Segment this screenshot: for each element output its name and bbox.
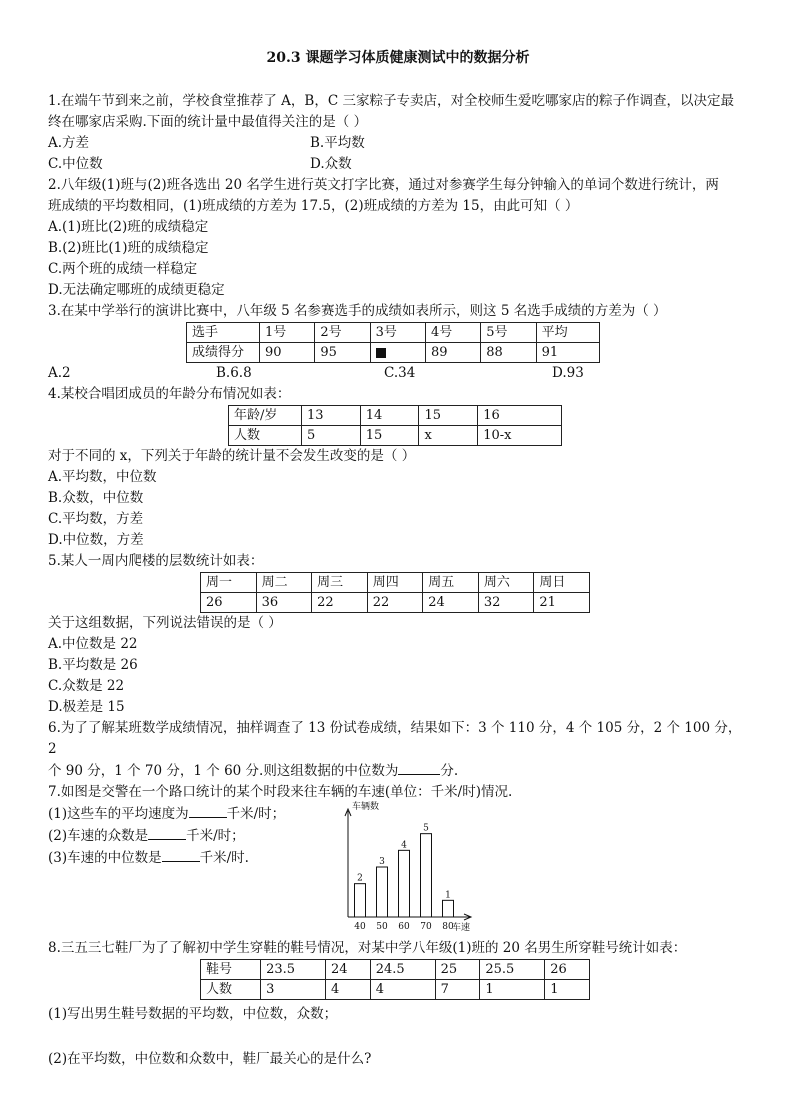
q4-option-d[interactable]: D.中位数，方差 — [48, 532, 144, 548]
q3-option-a[interactable]: A.2 — [48, 365, 71, 381]
q8-sub1: (1)写出男生鞋号数据的平均数，中位数，众数； — [48, 1006, 338, 1022]
table-row — [201, 573, 590, 593]
q7-part-3 — [48, 847, 318, 869]
table-cell: 10-x — [478, 426, 562, 446]
x-tick-label: 60 — [398, 922, 410, 931]
bar-chart-svg — [330, 801, 480, 931]
table-cell: 鞋号 — [201, 960, 261, 980]
question-3 — [48, 301, 748, 384]
bar — [421, 834, 432, 917]
q3-option-d[interactable]: D.93 — [552, 365, 584, 381]
q7-blank-2[interactable] — [148, 825, 186, 840]
page-title: 20.3 课题学习体质健康测试中的数据分析 — [266, 50, 530, 66]
q4-option-c[interactable]: C.平均数，方差 — [48, 511, 144, 527]
q7-part-1-pre: (1)这些车的平均速度为 — [48, 806, 189, 822]
bar — [355, 884, 366, 917]
q5-option-c[interactable]: C.众数是 22 — [48, 678, 125, 694]
question-5 — [48, 551, 748, 718]
table-cell: 24.5 — [370, 960, 435, 980]
bar — [399, 850, 410, 917]
q1-option-b[interactable]: B.平均数 — [310, 135, 365, 151]
table-cell: x — [419, 426, 478, 446]
q7-part-1-post: 千米/时； — [226, 806, 286, 822]
table-cell: 15 — [360, 426, 419, 446]
q4-option-a[interactable]: A.平均数，中位数 — [48, 469, 157, 485]
x-tick-label: 80 — [442, 922, 454, 931]
q8-shoe-table — [200, 959, 590, 1000]
table-cell: 5号 — [481, 323, 536, 343]
table-cell: 24 — [325, 960, 370, 980]
table-row — [187, 343, 600, 363]
q1-stem-line1: 1.在端午节到来之前，学校食堂推荐了 A，B，C 三家粽子专卖店，对全校师生爱吃哪家店的粽子作调查，以决定最 — [48, 93, 734, 109]
x-tick-label: 40 — [354, 922, 366, 931]
table-row — [229, 406, 562, 426]
table-cell: 25 — [435, 960, 480, 980]
q3-stem: 3.在某中学举行的演讲比赛中，八年级 5 名参赛选手的成绩如表所示，则这 5 名选手成绩的方差为（ ） — [48, 303, 667, 319]
q8-stem: 8.三五三七鞋厂为了了解初中学生穿鞋的鞋号情况，对某中学八年级(1)班的 20 名男生所穿鞋号统计如表： — [48, 940, 687, 956]
q3-option-c[interactable]: C.34 — [384, 365, 416, 381]
table-cell: 周日 — [534, 573, 590, 593]
q7-part-2 — [48, 825, 318, 847]
table-cell: 13 — [302, 406, 361, 426]
q7-parts — [48, 803, 318, 938]
question-8 — [48, 938, 748, 1070]
table-cell: 4 — [325, 980, 370, 1000]
table-cell: 周四 — [367, 573, 423, 593]
q1-option-a[interactable]: A.方差 — [48, 135, 90, 151]
q7-blank-1[interactable] — [189, 803, 227, 818]
bar — [443, 900, 454, 917]
question-6 — [48, 718, 748, 782]
worksheet — [48, 48, 748, 1070]
table-row — [201, 593, 590, 613]
table-cell: 周二 — [256, 573, 312, 593]
table-cell: 1 — [545, 980, 590, 1000]
q5-stem: 5.某人一周内爬楼的层数统计如表： — [48, 553, 264, 569]
table-cell: 26 — [545, 960, 590, 980]
q6-answer-blank[interactable] — [398, 760, 440, 775]
q4-option-b[interactable]: B.众数，中位数 — [48, 490, 144, 506]
table-cell: 选手 — [187, 323, 260, 343]
q6-line2-post: 分. — [440, 763, 459, 779]
data-label: 3 — [379, 857, 385, 867]
table-cell: 32 — [478, 593, 534, 613]
q7-body — [48, 803, 748, 938]
data-label: 1 — [445, 890, 451, 901]
table-cell: 15 — [419, 406, 478, 426]
table-cell: 5 — [302, 426, 361, 446]
black-square-icon — [376, 348, 386, 358]
table-cell: 人数 — [229, 426, 302, 446]
x-tick-label: 70 — [420, 922, 432, 931]
q7-part-3-post: 千米/时. — [199, 850, 249, 866]
table-cell: 周五 — [423, 573, 479, 593]
table-cell-hidden-score — [370, 343, 425, 363]
table-cell: 21 — [534, 593, 590, 613]
q5-option-b[interactable]: B.平均数是 26 — [48, 657, 138, 673]
q4-age-table — [228, 405, 562, 446]
q7-stem: 7.如图是交警在一个路口统计的某个时段来往车辆的车速(单位：千米/时)情况. — [48, 784, 513, 800]
q2-stem-line1: 2.八年级(1)班与(2)班各选出 20 名学生进行英文打字比赛，通过对参赛学生每分钟输入的单词个数进行统计，两 — [48, 177, 719, 193]
table-cell: 36 — [256, 593, 312, 613]
q1-stem-line2: 终在哪家店采购.下面的统计量中最值得关注的是（ ） — [48, 114, 368, 130]
speed-bar-chart — [330, 801, 480, 938]
q4-question: 对于不同的 x，下列关于年龄的统计量不会发生改变的是（ ） — [48, 448, 416, 464]
y-axis-label: 车辆数 — [352, 802, 380, 812]
table-cell: 1 — [480, 980, 545, 1000]
table-cell: 16 — [478, 406, 562, 426]
q1-options-row2 — [48, 154, 748, 175]
table-cell: 25.5 — [480, 960, 545, 980]
data-label: 4 — [401, 840, 407, 851]
data-label: 5 — [423, 823, 429, 834]
q3-options — [48, 363, 748, 384]
question-7 — [48, 782, 748, 938]
q6-line2 — [48, 760, 748, 782]
q2-option-b[interactable]: B.(2)班比(1)班的成绩稳定 — [48, 240, 209, 256]
table-cell: 14 — [360, 406, 419, 426]
table-cell: 1号 — [260, 323, 315, 343]
q3-option-b[interactable]: B.6.8 — [216, 365, 252, 381]
table-cell: 周三 — [312, 573, 368, 593]
q5-option-d[interactable]: D.极差是 15 — [48, 699, 125, 715]
table-cell: 91 — [536, 343, 599, 363]
table-cell: 年龄/岁 — [229, 406, 302, 426]
question-2 — [48, 175, 748, 301]
table-row — [201, 980, 590, 1000]
q6-line1: 6.为了了解某班数学成绩情况，抽样调查了 13 份试卷成绩，结果如下：3 个 110 分，4 个 105 分，2 个 100 分，2 — [48, 720, 742, 757]
q2-option-c[interactable]: C.两个班的成绩一样稳定 — [48, 261, 198, 277]
q5-question: 关于这组数据，下列说法错误的是（ ） — [48, 615, 282, 631]
table-cell: 22 — [312, 593, 368, 613]
table-cell: 人数 — [201, 980, 261, 1000]
q8-sub2: (2)在平均数，中位数和众数中，鞋厂最关心的是什么? — [48, 1051, 372, 1067]
bar — [377, 867, 388, 917]
table-cell: 89 — [425, 343, 480, 363]
q7-part-3-pre: (3)车速的中位数是 — [48, 850, 162, 866]
table-cell: 95 — [315, 343, 370, 363]
table-cell: 周一 — [201, 573, 257, 593]
q2-stem-line2: 班成绩的平均数相同，(1)班成绩的方差为 17.5，(2)班成绩的方差为 15，由此可知（ ） — [48, 198, 579, 214]
x-tick-label: 50 — [376, 922, 388, 931]
table-cell: 4号 — [425, 323, 480, 343]
table-row — [187, 323, 600, 343]
q7-part-2-post: 千米/时； — [186, 828, 245, 844]
question-1 — [48, 91, 748, 175]
q5-option-a[interactable]: A.中位数是 22 — [48, 636, 138, 652]
q1-option-c[interactable]: C.中位数 — [48, 156, 103, 172]
q5-floors-table — [200, 572, 590, 613]
q4-stem: 4.某校合唱团成员的年龄分布情况如表： — [48, 386, 291, 402]
table-cell: 3号 — [370, 323, 425, 343]
table-cell: 26 — [201, 593, 257, 613]
q1-options-row1 — [48, 133, 748, 154]
table-cell: 23.5 — [261, 960, 326, 980]
table-cell: 成绩得分 — [187, 343, 260, 363]
table-cell: 88 — [481, 343, 536, 363]
q2-option-a[interactable]: A.(1)班比(2)班的成绩稳定 — [48, 219, 209, 235]
q7-blank-3[interactable] — [162, 847, 200, 862]
x-axis-label: 车速 — [452, 923, 471, 931]
q7-part-2-pre: (2)车速的众数是 — [48, 828, 149, 844]
table-row — [229, 426, 562, 446]
table-cell: 平均 — [536, 323, 599, 343]
q2-option-d[interactable]: D.无法确定哪班的成绩更稳定 — [48, 282, 225, 298]
table-cell: 3 — [261, 980, 326, 1000]
table-cell: 22 — [367, 593, 423, 613]
table-cell: 周六 — [478, 573, 534, 593]
table-row — [201, 960, 590, 980]
q7-part-1 — [48, 803, 318, 825]
q6-line2-pre: 个 90 分，1 个 70 分，1 个 60 分.则这组数据的中位数为 — [48, 763, 399, 779]
table-cell: 90 — [260, 343, 315, 363]
q3-score-table — [186, 322, 600, 363]
table-cell: 24 — [423, 593, 479, 613]
q1-option-d[interactable]: D.众数 — [310, 156, 352, 172]
table-cell: 2号 — [315, 323, 370, 343]
question-4 — [48, 384, 748, 551]
data-label: 2 — [357, 873, 363, 884]
table-cell: 7 — [435, 980, 480, 1000]
table-cell: 4 — [370, 980, 435, 1000]
